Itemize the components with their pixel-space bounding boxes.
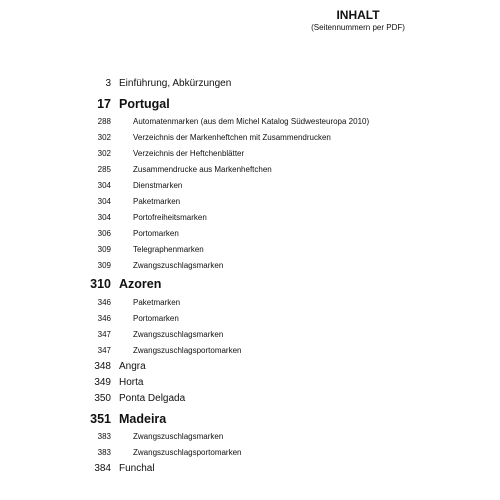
- toc-entry-label: Madeira: [119, 412, 167, 426]
- toc-page-number: 3: [105, 78, 111, 89]
- toc-entry-label: Portomarken: [133, 229, 179, 238]
- toc-page-number: 302: [97, 149, 111, 158]
- toc-entry-label: Paketmarken: [133, 197, 181, 206]
- toc-page-number: 304: [97, 197, 111, 206]
- toc-entry-label: Horta: [119, 377, 144, 388]
- toc-page-number: 348: [94, 361, 111, 372]
- toc-page-number: 349: [94, 377, 111, 388]
- page-subtitle: (Seitennummern per PDF): [311, 23, 405, 32]
- toc-page-number: 310: [90, 277, 111, 291]
- toc-page-number: 351: [90, 412, 111, 426]
- page-title: INHALT: [336, 8, 380, 22]
- toc-entry-label: Einführung, Abkürzungen: [119, 78, 232, 89]
- toc-page-number: 383: [97, 432, 111, 441]
- toc-page-number: 306: [97, 229, 111, 238]
- toc-page-number: 384: [94, 463, 111, 474]
- toc-entry-label: Portomarken: [133, 314, 179, 323]
- toc-page-number: 285: [97, 165, 111, 174]
- toc-page-number: 288: [97, 117, 111, 126]
- toc-page-number: 302: [97, 133, 111, 142]
- toc-entry-label: Zwangszuschlagsmarken: [133, 330, 224, 339]
- toc-page-number: 383: [97, 448, 111, 457]
- toc-page-number: 309: [97, 245, 111, 254]
- toc-page-number: 346: [97, 314, 111, 323]
- toc-entry-label: Dienstmarken: [133, 181, 183, 190]
- toc-entry-label: Paketmarken: [133, 298, 181, 307]
- toc-page-number: 347: [97, 346, 111, 355]
- toc-entry-label: Verzeichnis der Heftchenblätter: [133, 149, 245, 158]
- toc-entry-label: Zwangszuschlagsmarken: [133, 261, 224, 270]
- toc-entry-label: Ponta Delgada: [119, 393, 186, 404]
- toc-entry-label: Telegraphenmarken: [133, 245, 204, 254]
- toc-page-number: 350: [94, 393, 111, 404]
- toc-entry-label: Azoren: [119, 277, 162, 291]
- toc-entry-label: Verzeichnis der Markenheftchen mit Zusammendrucken: [133, 133, 331, 142]
- toc-page-number: 347: [97, 330, 111, 339]
- toc-entry-label: Zwangszuschlagsportomarken: [133, 448, 242, 457]
- toc-entry-label: Zusammendrucke aus Markenheftchen: [133, 165, 272, 174]
- toc-page-number: 346: [97, 298, 111, 307]
- toc-entry-label: Angra: [119, 361, 146, 372]
- toc-entry-label: Portugal: [119, 97, 170, 111]
- toc-page-number: 304: [97, 213, 111, 222]
- toc-entry-label: Automatenmarken (aus dem Michel Katalog Südwesteuropa 2010): [133, 117, 370, 126]
- toc-entry-label: Zwangszuschlagsportomarken: [133, 346, 242, 355]
- toc-page-number: 309: [97, 261, 111, 270]
- toc-entry-label: Portofreiheitsmarken: [133, 213, 207, 222]
- toc-entry-label: Zwangszuschlagsmarken: [133, 432, 224, 441]
- toc-entry-label: Funchal: [119, 463, 155, 474]
- toc-page-number: 17: [97, 97, 111, 111]
- toc-page-number: 304: [97, 181, 111, 190]
